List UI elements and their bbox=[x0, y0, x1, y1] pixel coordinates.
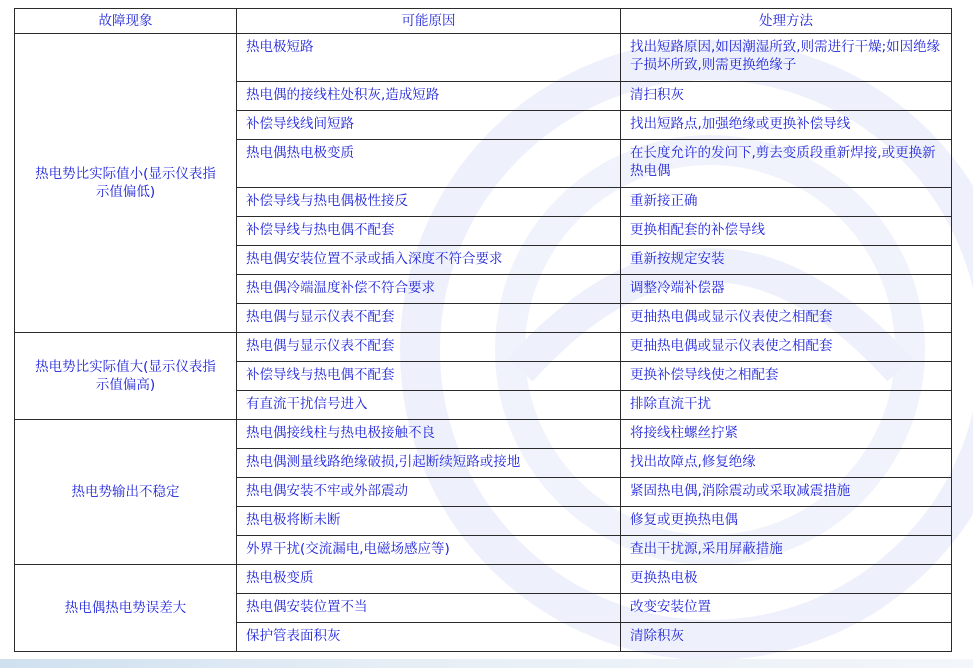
remedy-cell: 重新接正确 bbox=[621, 188, 952, 217]
remedy-cell: 更换补偿导线使之相配套 bbox=[621, 362, 952, 391]
remedy-cell: 改变安装位置 bbox=[621, 594, 952, 623]
table-row bbox=[15, 333, 952, 362]
remedy-cell: 更抽热电偶或显示仪表使之相配套 bbox=[621, 304, 952, 333]
cause-cell: 热电偶热电极变质 bbox=[237, 140, 621, 188]
table-row bbox=[15, 34, 952, 82]
symptom-cell: 热电势比实际值小(显示仪表指示值偏低) bbox=[15, 34, 237, 333]
table-body bbox=[15, 34, 952, 652]
header-symptom: 故障现象 bbox=[15, 9, 237, 34]
cause-cell: 外界干扰(交流漏电,电磁场感应等) bbox=[237, 536, 621, 565]
remedy-cell: 更换相配套的补偿导线 bbox=[621, 217, 952, 246]
table-container bbox=[14, 8, 952, 652]
cause-cell: 热电偶与显示仪表不配套 bbox=[237, 333, 621, 362]
remedy-cell: 在长度允许的发问下,剪去变质段重新焊接,或更换新热电偶 bbox=[621, 140, 952, 188]
remedy-cell: 调整冷端补偿器 bbox=[621, 275, 952, 304]
remedy-cell: 找出短路原因,如因潮湿所致,则需进行干燥;如因绝缘子损坏所致,则需更换绝缘子 bbox=[621, 34, 952, 82]
cause-cell: 保护管表面积灰 bbox=[237, 623, 621, 652]
symptom-cell: 热电偶热电势误差大 bbox=[15, 565, 237, 652]
remedy-cell: 找出短路点,加强绝缘或更换补偿导线 bbox=[621, 111, 952, 140]
cause-cell: 热电偶冷端温度补偿不符合要求 bbox=[237, 275, 621, 304]
cause-cell: 热电偶接线柱与热电极接触不良 bbox=[237, 420, 621, 449]
cause-cell: 补偿导线与热电偶极性接反 bbox=[237, 188, 621, 217]
header-remedy: 处理方法 bbox=[621, 9, 952, 34]
remedy-cell: 修复或更换热电偶 bbox=[621, 507, 952, 536]
cause-cell: 热电极短路 bbox=[237, 34, 621, 82]
cause-cell: 热电偶测量线路绝缘破损,引起断续短路或接地 bbox=[237, 449, 621, 478]
cause-cell: 热电偶的接线柱处积灰,造成短路 bbox=[237, 82, 621, 111]
symptom-cell: 热电势输出不稳定 bbox=[15, 420, 237, 565]
bottom-decoration-strip bbox=[0, 659, 973, 668]
cause-cell: 热电偶安装位置不当 bbox=[237, 594, 621, 623]
remedy-cell: 将接线柱螺丝拧紧 bbox=[621, 420, 952, 449]
remedy-cell: 清扫积灰 bbox=[621, 82, 952, 111]
header-cause: 可能原因 bbox=[237, 9, 621, 34]
remedy-cell: 查出干扰源,采用屏蔽措施 bbox=[621, 536, 952, 565]
symptom-cell: 热电势比实际值大(显示仪表指示值偏高) bbox=[15, 333, 237, 420]
cause-cell: 有直流干扰信号进入 bbox=[237, 391, 621, 420]
table-row bbox=[15, 565, 952, 594]
cause-cell: 热电偶安装位置不录或插入深度不符合要求 bbox=[237, 246, 621, 275]
cause-cell: 补偿导线与热电偶不配套 bbox=[237, 217, 621, 246]
cause-cell: 热电偶安装不牢或外部震动 bbox=[237, 478, 621, 507]
cause-cell: 热电极将断未断 bbox=[237, 507, 621, 536]
remedy-cell: 重新按规定安装 bbox=[621, 246, 952, 275]
remedy-cell: 更换热电极 bbox=[621, 565, 952, 594]
remedy-cell: 排除直流干扰 bbox=[621, 391, 952, 420]
table-header-row bbox=[15, 9, 952, 34]
cause-cell: 热电极变质 bbox=[237, 565, 621, 594]
remedy-cell: 紧固热电偶,消除震动或采取减震措施 bbox=[621, 478, 952, 507]
remedy-cell: 更抽热电偶或显示仪表使之相配套 bbox=[621, 333, 952, 362]
remedy-cell: 找出故障点,修复绝缘 bbox=[621, 449, 952, 478]
cause-cell: 热电偶与显示仪表不配套 bbox=[237, 304, 621, 333]
cause-cell: 补偿导线线间短路 bbox=[237, 111, 621, 140]
cause-cell: 补偿导线与热电偶不配套 bbox=[237, 362, 621, 391]
remedy-cell: 清除积灰 bbox=[621, 623, 952, 652]
table-row bbox=[15, 420, 952, 449]
fault-table bbox=[14, 8, 952, 652]
